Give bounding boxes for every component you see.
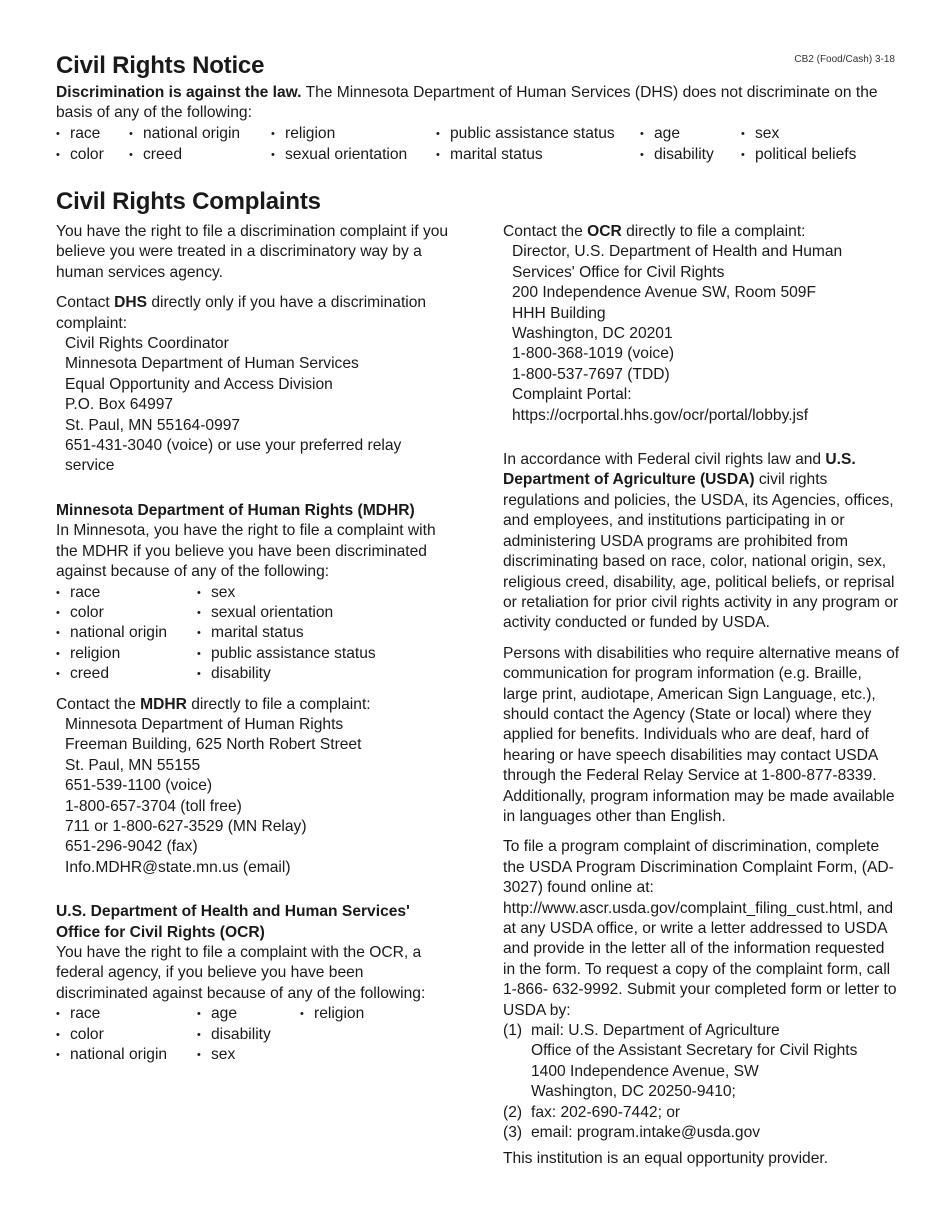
- ocr-bases-list: [56, 1004, 456, 1066]
- list-item: • race: [52, 124, 100, 145]
- equal-opportunity-statement: This institution is an equal opportunity provider.: [503, 1150, 829, 1168]
- address-line: Equal Opportunity and Access Division: [65, 375, 333, 393]
- list-item: • national origin: [52, 623, 167, 644]
- method-line: email: program.intake@usda.gov: [531, 1124, 761, 1142]
- list-item: • age: [193, 1004, 237, 1025]
- mdhr-heading: Minnesota Department of Human Rights (MDHR): [56, 501, 415, 519]
- list-item: • religion: [267, 124, 335, 145]
- address-line: 200 Independence Avenue SW, Room 509F: [512, 284, 817, 302]
- method-line: Office of the Assistant Secretary for Civil Rights: [531, 1042, 858, 1060]
- list-item: • disability: [193, 1025, 271, 1046]
- list-item: [503, 1103, 900, 1123]
- address-line: Freeman Building, 625 North Robert Street: [65, 736, 362, 754]
- contact-ocr-paragraph: [503, 222, 900, 242]
- contact-dhs-pre: Contact: [56, 294, 115, 312]
- address-line: Director, U.S. Department of Health and Human Services' Office for Civil Rights: [512, 243, 843, 281]
- contact-dhs-bold: DHS: [114, 294, 148, 312]
- item-number: (2): [503, 1103, 523, 1121]
- list-item: • political beliefs: [737, 145, 856, 166]
- list-item: • national origin: [52, 1045, 167, 1066]
- list-item: • age: [636, 124, 680, 145]
- address-line: St. Paul, MN 55164-0997: [65, 416, 241, 434]
- ocr-address: [503, 242, 900, 426]
- ocr-heading-line1: U.S. Department of Health and Human Services': [56, 903, 410, 921]
- contact-ocr-bold: OCR: [587, 223, 622, 240]
- mdhr-paragraph: In Minnesota, you have the right to file a complaint with the MDHR if you believe you have been discriminated against because of any of the following:: [56, 522, 436, 581]
- address-line: 1-800-657-3704 (toll free): [65, 797, 242, 815]
- complaints-title: Civil Rights Complaints: [56, 188, 321, 215]
- usda-p1-post: civil rights regulations and policies, the USDA, its Agencies, offices, and employees, and institutions participating in or administering USDA programs are prohibited from discriminating based on race, color, national origin, sex, religious creed, disability, age, political beliefs, or reprisal or retaliation for prior civil rights activity in any program or activity conducted or funded by USDA.: [503, 471, 899, 632]
- dhs-address: [56, 334, 456, 477]
- contact-dhs-post: directly only if you have a discrimination complaint:: [56, 294, 427, 332]
- list-item: • sex: [193, 1045, 235, 1066]
- usda-disabilities-paragraph: Persons with disabilities who require alternative means of communication for program information (e.g. Braille, large print, audiotape, American Sign Language, etc.), should contact the Agency (State or local) where they applied for benefits. Individuals who are deaf, hard of hearing or have speech disabilities may contact USDA through the Federal Relay Service at 1-800-877-8339. Additionally, program information may be made available in languages other than English.: [503, 644, 900, 825]
- list-item: • public assistance status: [432, 124, 615, 145]
- list-item: • marital status: [193, 623, 304, 644]
- list-item: [503, 1123, 900, 1143]
- list-item: • sexual orientation: [267, 145, 407, 166]
- page-title: Civil Rights Notice: [56, 52, 265, 79]
- contact-ocr-pre: Contact the: [503, 223, 588, 240]
- method-line: fax: 202-690-7442; or: [531, 1103, 681, 1121]
- right-to-file-paragraph: You have the right to file a discrimination complaint if you believe you were treated in a discriminatory way by a human services agency.: [56, 223, 449, 281]
- usda-p1-pre: In accordance with Federal civil rights law and: [503, 451, 826, 469]
- list-item: • creed: [125, 145, 182, 166]
- intro-text: The Minnesota Department of Human Services (DHS) does not discriminate on the basis of any of the following:: [56, 84, 878, 122]
- list-item: • marital status: [432, 145, 543, 166]
- list-item: • religion: [52, 644, 120, 665]
- address-line: P.O. Box 64997: [65, 396, 174, 414]
- ocr-portal-link[interactable]: https://ocrportal.hhs.gov/ocr/portal/lobby.jsf: [512, 406, 809, 424]
- address-line: Minnesota Department of Human Rights: [65, 715, 344, 733]
- address-line: Civil Rights Coordinator: [65, 335, 229, 353]
- ocr-heading: [56, 902, 456, 943]
- method-line: Washington, DC 20250-9410;: [531, 1083, 736, 1101]
- ocr-paragraph: You have the right to file a complaint with the OCR, a federal agency, if you believe you have been discriminated against because of any of the following:: [56, 943, 426, 1002]
- address-line: 1-800-368-1019 (voice): [512, 345, 675, 363]
- address-line: Complaint Portal:: [512, 386, 632, 404]
- list-item: [503, 1021, 900, 1103]
- list-item: • national origin: [125, 124, 240, 145]
- list-item: • disability: [636, 145, 714, 166]
- address-line: 651-431-3040 (voice) or use your preferred relay service: [65, 437, 402, 475]
- usda-p1-bold: U.S. Department of Agriculture (USDA): [503, 451, 856, 489]
- contact-mdhr-post: directly to file a complaint:: [186, 695, 371, 713]
- contact-dhs-paragraph: [56, 293, 456, 334]
- list-item: • sex: [193, 583, 235, 604]
- item-number: (1): [503, 1022, 523, 1040]
- address-line: Info.MDHR@state.mn.us (email): [65, 858, 291, 876]
- form-id: CB2 (Food/Cash) 3-18: [794, 54, 895, 65]
- address-line: 1-800-537-7697 (TDD): [512, 365, 670, 383]
- list-item: • public assistance status: [193, 644, 376, 665]
- contact-ocr-post: directly to file a complaint:: [621, 223, 806, 240]
- method-line: mail: U.S. Department of Agriculture: [531, 1022, 780, 1040]
- contact-mdhr-pre: Contact the: [56, 695, 141, 713]
- list-item: • color: [52, 145, 104, 166]
- list-item: • race: [52, 583, 100, 604]
- address-line: 711 or 1-800-627-3529 (MN Relay): [65, 817, 307, 835]
- list-item: • creed: [52, 664, 109, 685]
- right-column: [503, 222, 900, 1170]
- list-item: • religion: [296, 1004, 364, 1025]
- method-line: 1400 Independence Avenue, SW: [531, 1062, 759, 1080]
- usda-submission-methods: [503, 1021, 900, 1143]
- address-line: St. Paul, MN 55155: [65, 756, 201, 774]
- list-item: • sex: [737, 124, 779, 145]
- list-item: • color: [52, 603, 104, 624]
- mdhr-bases-list: [56, 583, 456, 685]
- contact-mdhr-bold: MDHR: [140, 695, 187, 713]
- address-line: Minnesota Department of Human Services: [65, 355, 359, 373]
- ocr-heading-line2: Office for Civil Rights (OCR): [56, 923, 265, 941]
- usda-nondiscrimination-paragraph: [503, 450, 900, 634]
- intro-bold: Discrimination is against the law.: [56, 84, 302, 101]
- address-line: 651-539-1100 (voice): [65, 777, 213, 795]
- usda-complaint-paragraph: To file a program complaint of discrimination, complete the USDA Program Discrimination Complaint Form, (AD-3027) found online at: http://www.ascr.usda.gov/complaint_filing_cust.html, and at any USDA office, or write a letter addressed to USDA and provide in the letter all of the information requested in the form. To request a copy of the complaint form, call 1-866- 632-9992. Submit your completed form or letter to USDA by:: [503, 838, 897, 1019]
- item-number: (3): [503, 1124, 523, 1142]
- intro-paragraph: [56, 83, 902, 124]
- list-item: • sexual orientation: [193, 603, 333, 624]
- address-line: 651-296-9042 (fax): [65, 838, 198, 856]
- list-item: • disability: [193, 664, 271, 685]
- list-item: • color: [52, 1025, 104, 1046]
- list-item: • race: [52, 1004, 100, 1025]
- address-line: HHH Building: [512, 304, 606, 322]
- address-line: Washington, DC 20201: [512, 325, 673, 343]
- contact-mdhr-paragraph: [56, 695, 456, 715]
- mdhr-address: [56, 715, 456, 878]
- left-column: [56, 222, 456, 1066]
